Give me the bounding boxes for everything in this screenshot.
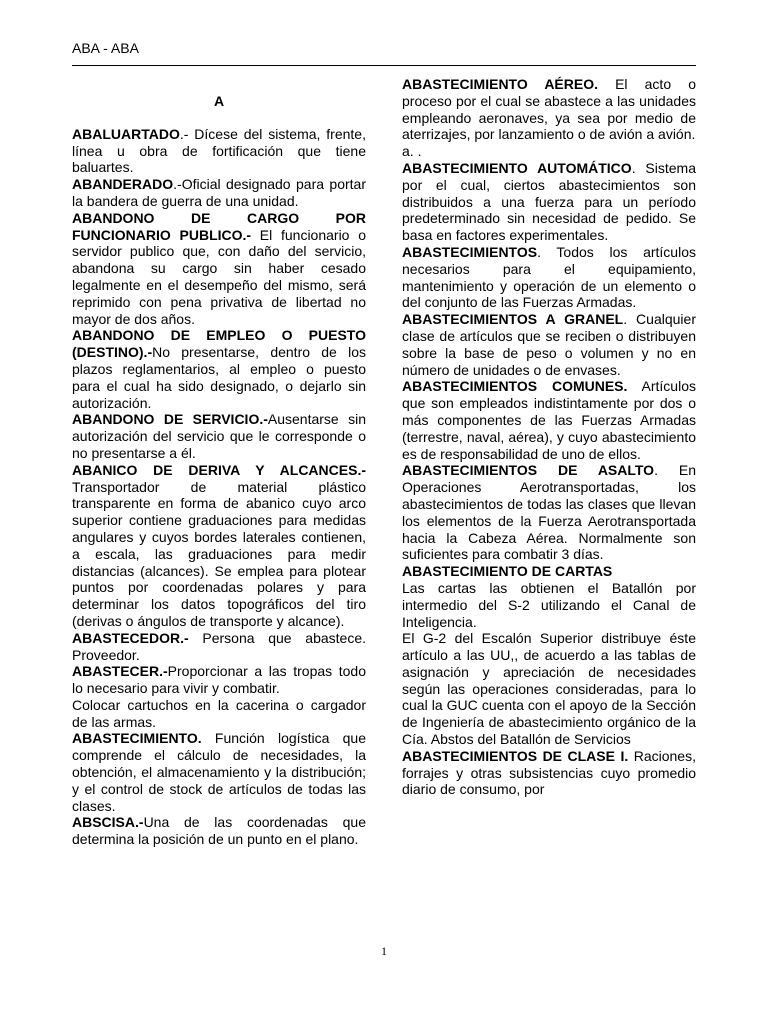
right-entries-list: [402, 76, 696, 798]
dictionary-entry: [72, 411, 366, 461]
entry-term: ABASTECIMIENTOS: [402, 243, 538, 260]
dictionary-entry: [402, 143, 696, 160]
entry-term: ABASTECER.-: [72, 663, 168, 680]
entry-definition: Las cartas las obtienen el Batallón por intermedio del S-2 utilizando el Canal de Inteligencia.: [402, 579, 696, 630]
entry-definition: Artículos que son empleados indistintamente por dos o más componentes de las Fuerzas Armadas (terrestre, naval, aérea), y cuyo abastecimiento es de responsabilidad de uno de ellos.: [402, 378, 696, 462]
entry-separator: .: [631, 159, 636, 176]
entry-term: ABASTECIMIENTO.: [72, 730, 202, 747]
dictionary-entry: [72, 327, 366, 411]
entry-term: ABASTECIMIENTOS A GRANEL: [402, 311, 624, 328]
dictionary-entry: [72, 663, 366, 697]
entry-separator: .-: [173, 176, 182, 193]
dictionary-entry: [402, 748, 696, 798]
dictionary-entry: [72, 176, 366, 210]
entry-term: ABANDONO DE EMPLEO O PUESTO (DESTINO).-: [72, 327, 366, 361]
entry-definition: Oficial designado para portar la bandera de guerra de una unidad.: [72, 176, 366, 209]
entry-term: ABASTECIMIENTO DE CARTAS: [402, 563, 613, 580]
entry-separator: .: [623, 311, 628, 328]
entry-term: ABASTECIMIENTOS COMUNES.: [402, 378, 628, 395]
dictionary-entry: [72, 126, 366, 176]
entry-term: ABASTECIMIENTOS DE CLASE I.: [402, 747, 629, 764]
entry-definition: Dícese del sistema, frente, línea u obra de fortificación que tiene baluartes.: [72, 125, 366, 176]
entry-term: ABASTECIMIENTOS DE ASALTO: [402, 462, 655, 479]
entry-term: ABANICO DE DERIVA Y ALCANCES.-: [72, 461, 366, 478]
entry-definition: No presentarse, dentro de los plazos reglamentarios, al empleo o puesto para el cual ha sido designado, o dejarlo sin autorización.: [72, 344, 366, 411]
header-rule: [72, 65, 696, 66]
left-entries-list: [72, 126, 366, 848]
dictionary-entry: [402, 630, 696, 748]
dictionary-entry: [402, 76, 696, 143]
entry-term: ABANDONO DE SERVICIO.-: [72, 411, 268, 428]
dictionary-entry: [402, 378, 696, 462]
entry-term: ABANDONO DE CARGO POR FUNCIONARIO PUBLICO.-: [72, 209, 366, 243]
running-header: ABA - ABA: [72, 40, 139, 56]
dictionary-entry: [72, 210, 366, 328]
entry-definition: Una de las coordenadas que determina la posición de un punto en el plano.: [72, 814, 366, 848]
entry-definition: El funcionario o servidor publico que, con daño del servicio, abandona su cargo sin haber cesado legalmente en el desempeño del mismo, será reprimido con pena privativa de libertad no mayor de dos años.: [72, 226, 366, 327]
entry-definition: El acto o proceso por el cual se abastece a las unidades empleando aeronaves, ya sea por medio de aterrizajes, por lanzamiento o de avión a avión.: [402, 76, 696, 143]
page-number: 1: [381, 944, 387, 958]
dictionary-entry: [72, 730, 366, 814]
dictionary-entry: [72, 630, 366, 664]
entry-definition: Colocar cartuchos en la cacerina o cargador de las armas.: [72, 696, 366, 730]
dictionary-entry: [72, 814, 366, 848]
entry-term: ABANDERADO: [72, 176, 174, 193]
entry-definition: Raciones, forrajes y otras subsistencias cuyo promedio diario de consumo, por: [402, 747, 696, 798]
dictionary-entry: [402, 244, 696, 311]
left-column: [72, 76, 366, 848]
section-letter: A: [213, 93, 225, 109]
entry-definition: Persona que abastece. Proveedor.: [72, 629, 366, 663]
entry-definition: Todos los artículos necesarios para el equipamiento, mantenimiento y operación de un elemento o del conjunto de las Fuerzas Armadas.: [402, 243, 696, 311]
entry-definition: El G-2 del Escalón Superior distribuye éste artículo a las UU,, de acuerdo a las tablas de asignación y apreciación de necesidades según las operaciones consideradas, para lo cual la GUC cuenta con el apoyo de la Sección de Ingeniería de abastecimiento orgánico de la Cía. Abstos del Batallón de Servicios: [402, 630, 696, 748]
entry-definition: Sistema por el cual, ciertos abastecimientos son distribuidos a una fuerza para un período predeterminado sin necesidad de pedido. Se basa en factores experimentales.: [402, 159, 696, 244]
entry-definition: a. .: [402, 143, 422, 160]
entry-term: ABASTECIMIENTO AUTOMÁTICO: [402, 159, 632, 176]
entry-term: ABASTECIMIENTO AÉREO.: [402, 76, 598, 92]
entry-definition: Función logística que comprende el cálculo de necesidades, la obtención, el almacenamiento y la distribución; y el control de stock de artículos de todas las clases.: [72, 730, 366, 814]
entry-definition: Cualquier clase de artículos que se reciben o distribuyen sobre la base de peso o volumen y no en número de unidades o de envases.: [402, 311, 696, 378]
entry-definition: Proporcionar a las tropas todo lo necesario para vivir y combatir.: [72, 663, 366, 697]
dictionary-entry: [402, 462, 696, 563]
entry-term: ABALUARTADO: [72, 125, 180, 142]
dictionary-entry: [402, 311, 696, 378]
entry-definition: Ausentarse sin autorización del servicio que le corresponde o no presentarse a él.: [72, 411, 367, 461]
right-column: [402, 76, 696, 798]
entry-definition: Transportador de material plástico transparente en forma de abanico cuyo arco superior contiene graduaciones para medidas angulares y cuyos bordes laterales contienen, a escala, las graduaciones para medir distancias (alcances). Se emplea para plotear puntos por coordenadas polares y para determinar los datos topográficos del tiro (derivas o ángulos de transporte y alcance).: [72, 478, 366, 629]
entry-definition: En Operaciones Aerotransportadas, los abastecimientos de todas las clases que llevan los elementos de la Fuerza Aerotransportada hacia la Cabeza Aérea. Normalmente son suficientes para combatir 3 días.: [402, 462, 696, 563]
entry-separator: .: [654, 462, 658, 479]
dictionary-entry: [402, 580, 696, 630]
entry-term: ABSCISA.-: [72, 814, 144, 831]
entry-separator: .: [537, 243, 541, 260]
dictionary-entry: [72, 462, 366, 630]
entry-separator: .-: [179, 125, 189, 142]
dictionary-entry: [402, 563, 696, 580]
dictionary-entry: [72, 697, 366, 731]
entry-term: ABASTECEDOR.-: [72, 629, 189, 646]
dictionary-entry: [402, 160, 696, 244]
